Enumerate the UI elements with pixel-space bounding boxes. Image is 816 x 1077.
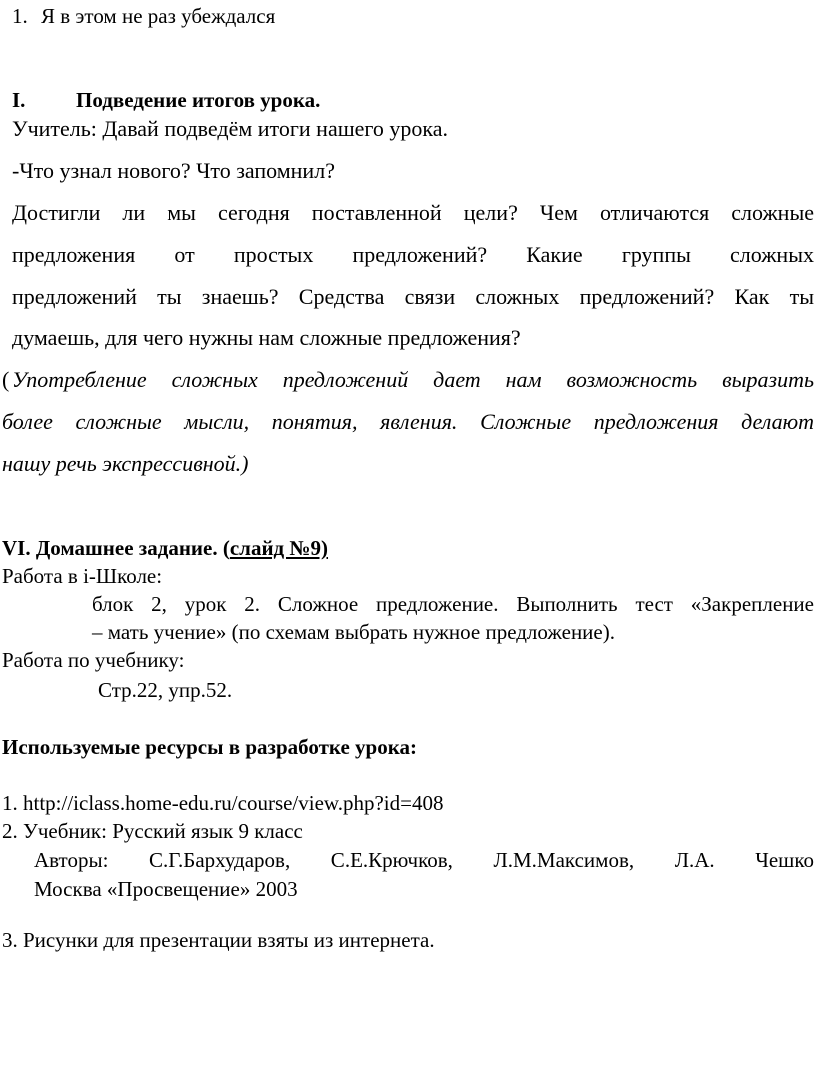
italic-line-2: более сложные мысли, понятия, явления. Сложные предложения делают bbox=[2, 409, 814, 434]
list-number: 1. bbox=[12, 4, 28, 28]
ischool-line: Работа в i-Школе: bbox=[2, 564, 163, 588]
task-line-1: блок 2, урок 2. Сложное предложение. Выполнить тест «Закрепление bbox=[92, 592, 814, 616]
homework-title: VI. Домашнее задание. ( bbox=[2, 536, 230, 560]
section-title-homework bbox=[2, 538, 328, 559]
authors-line: Авторы: С.Г.Бархударов, С.Е.Крючков, Л.М.Максимов, Л.А. Чешко bbox=[34, 848, 814, 872]
slide-link[interactable]: слайд №9) bbox=[229, 536, 329, 560]
italic-line-3: нашу речь экспрессивной.) bbox=[2, 451, 249, 476]
open-paren: ( bbox=[2, 367, 10, 392]
section-title-summary: Подведение итогов урока. bbox=[76, 88, 321, 112]
paragraph-line-3: предложений ты знаешь? Средства связи сложных предложений? Как ты bbox=[12, 284, 814, 309]
paragraph-line-2: предложения от простых предложений? Какие группы сложных bbox=[12, 242, 814, 267]
resource-2: 2. Учебник: Русский язык 9 класс bbox=[2, 819, 303, 843]
paragraph-line-1: Достигли ли мы сегодня поставленной цели? Чем отличаются сложные bbox=[12, 200, 814, 225]
task-line-2: – мать учение» (по схемам выбрать нужное предложение). bbox=[92, 620, 615, 644]
list-item-1 bbox=[12, 6, 275, 27]
section-numeral: I. bbox=[12, 88, 26, 112]
resource-3: 3. Рисунки для презентации взяты из интернета. bbox=[2, 928, 435, 952]
teacher-line: Учитель: Давай подведём итоги нашего урока. bbox=[12, 116, 449, 141]
publisher-line: Москва «Просвещение» 2003 bbox=[34, 877, 298, 901]
pages-line: Стр.22, упр.52. bbox=[98, 678, 233, 702]
question-line: -Что узнал нового? Что запомнил? bbox=[12, 158, 335, 183]
resource-1: 1. http://iclass.home-edu.ru/course/view.php?id=408 bbox=[2, 791, 444, 815]
section-title-resources: Используемые ресурсы в разработке урока: bbox=[2, 735, 418, 759]
paragraph-line-4: думаешь, для чего нужны нам сложные предложения? bbox=[12, 325, 521, 350]
italic-line-1: Употребление сложных предложений дает нам возможность выразить bbox=[12, 367, 814, 392]
list-text: Я в этом не раз убеждался bbox=[41, 4, 276, 28]
textbook-line: Работа по учебнику: bbox=[2, 648, 185, 672]
